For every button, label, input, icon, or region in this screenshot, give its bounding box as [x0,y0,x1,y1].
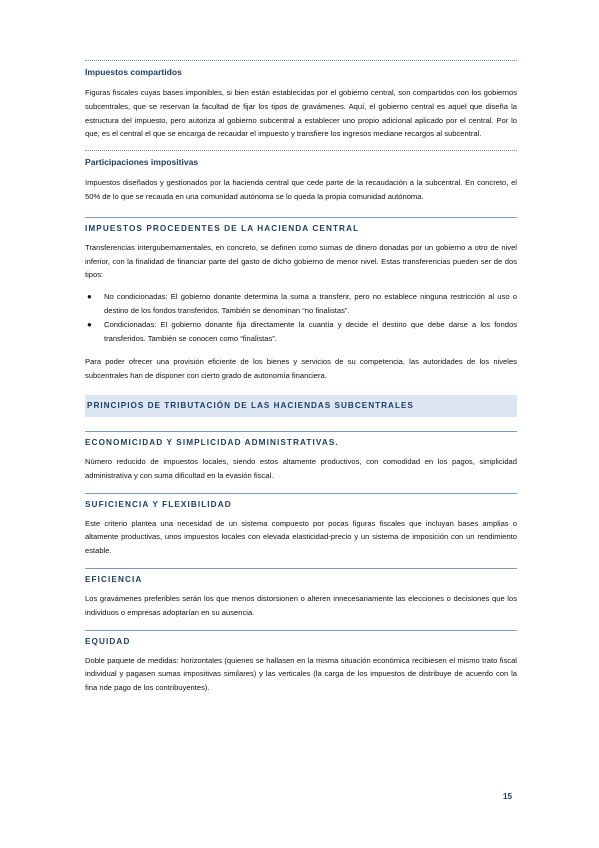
page-number: 15 [503,792,513,801]
section-heading: IMPUESTOS PROCEDENTES DE LA HACIENDA CENTRAL [85,223,360,233]
principle-paragraph: Los gravámenes preferibles serán los que menos distorsionen o alteren innecesariamente las elecciones o decisiones que los individuos o empresas adoptarían en su ausencia. [85,593,517,617]
principle-economicidad [85,431,517,483]
section-heading: Impuestos compartidos [85,67,182,77]
principles-banner: PRINCIPIOS DE TRIBUTACIÓN DE LAS HACIENDAS SUBCENTRALES [85,395,517,417]
section-impuestos-hacienda-central [85,217,517,383]
list-item [85,318,517,346]
principle-eficiencia [85,568,517,620]
section-divider [85,493,517,494]
section-paragraph: Impuestos diseñados y gestionados por la hacienda central que cede parte de la recaudación a la subcentral. En concreto, el 50% de lo que se recauda en una comunidad autónoma se lo queda la propia comunidad autónoma. [85,178,517,201]
section-paragraph: Transferencias intergubernamentales, en concreto, se definen como sumas de dinero donadas por un gobierno a otro de nivel inferior, con la finalidad de financiar parte del gasto de dicho gobierno de menor nivel. Estas transferencias pueden ser de dos tipos: [85,242,517,280]
document-page [85,60,517,695]
principle-heading: EQUIDAD [85,636,131,646]
list-item-text: Condicionadas: El gobierno donante fija directamente la cuantía y decide el destino que debe darse a los fondos transferidos. También se conocen como “finalistas”. [104,319,517,343]
section-divider [85,150,517,151]
section-heading: Participaciones impositivas [85,157,199,168]
bullet-icon: ● [87,292,92,302]
principle-heading: EFICIENCIA [85,574,143,584]
section-participaciones-impositivas [85,150,517,204]
principle-suficiencia [85,493,517,558]
principle-heading: SUFICIENCIA Y FLEXIBILIDAD [85,499,232,509]
section-impuestos-compartidos [85,60,517,141]
principle-equidad [85,630,517,695]
section-divider [85,431,517,432]
list-item [85,290,517,318]
section-paragraph: Figuras fiscales cuyas bases imponibles, si bien están establecidas por el gobierno central, son compartidos con los gobiernos subcentrales, que se reservan la facultad de fijar los tipos de gravámenes. Aquí, el gobierno central es aquel que diseña la estructura del impuesto, pero autoriza al gobierno subcentral a establecer uno propio adicional aplicado por el central. Por lo que, es el central el que se encarga de recaudar el impuesto y transfiere los ingresos mediane recargos al subcentral. [85,88,517,139]
bullet-icon: ● [87,319,92,329]
section-divider [85,568,517,569]
section-divider [85,60,517,61]
principle-paragraph: Doble paquete de medidas: horizontales (quienes se hallasen en la misma situación económica recibiesen el mismo trato fiscal individual y pagasen sumas impositivas similares) y las verticales (la carga de los impuestos de distribuye de acuerdo con la fina nde pago de los contribuyentes). [85,655,517,693]
transfer-types-list [85,290,517,345]
section-paragraph: Para poder ofrecer una provisión eficiente de los bienes y servicios de su competencia, las autoridades de los niveles subcentrales han de disponer con cierto grado de autonomía financiera. [85,357,517,381]
list-item-text: No condicionadas: El gobierno donante determina la suma a transferir, pero no establece ninguna restricción al uso o destino de los fondos transferidos. También se denominan “no finalistas”. [104,292,517,315]
principle-heading: ECONOMICIDAD Y SIMPLICIDAD ADMINISTRATIVAS. [85,437,339,447]
section-divider [85,217,517,218]
principle-paragraph: Este criterio plantea una necesidad de un sistema compuesto por pocas figuras fiscales que incluyan bases amplias o altamente productivas, unos impuestos locales con elevada elasticidad-precio y un sistema de imposición con un rendimiento estable. [85,518,517,556]
section-divider [85,630,517,631]
principle-paragraph: Número reducido de impuestos locales, siendo estos altamente productivos, con comodidad en los pagos, simplicidad administrativa y con suma dificultad en la evasión fiscal. [85,456,517,480]
